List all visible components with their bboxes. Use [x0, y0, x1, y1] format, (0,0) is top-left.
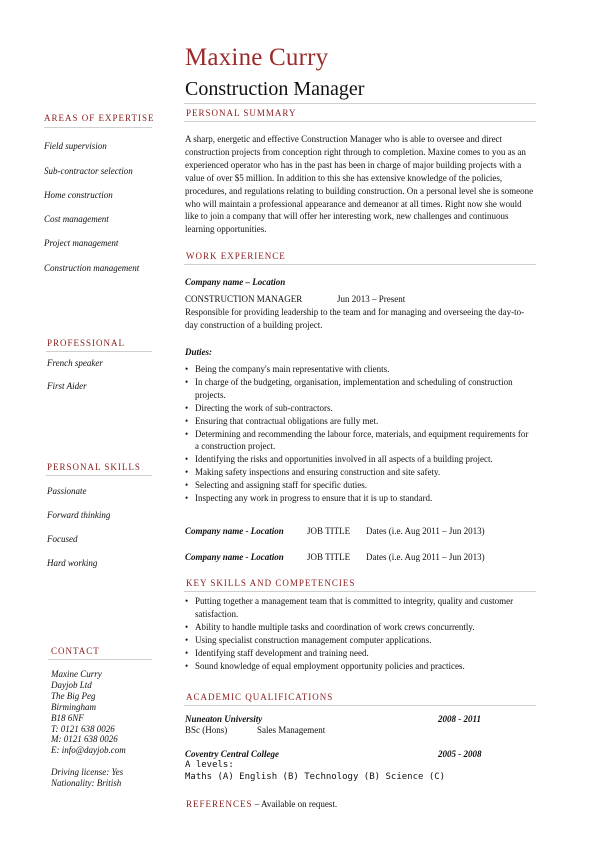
key-skills-heading: KEY SKILLS AND COMPETENCIES — [186, 578, 356, 588]
summary-heading: PERSONAL SUMMARY — [186, 108, 297, 118]
professional-item: First Aider — [47, 381, 87, 391]
company-location: Company name – Location — [185, 277, 286, 287]
a-levels-label: A levels: — [185, 760, 234, 770]
a-levels-subjects: Maths (A) English (B) Technology (B) Science (C) — [185, 772, 446, 782]
expertise-item: Home construction — [44, 190, 113, 200]
degree: BSc (Hons) — [185, 725, 228, 735]
expertise-item: Project management — [44, 238, 119, 248]
role-title: CONSTRUCTION MANAGER — [185, 294, 303, 304]
role-description: Responsible for providing leadership to the team and for managing and overseeing the day-to-day construction of a building project. — [185, 307, 525, 330]
role-line — [185, 294, 302, 304]
personal-skill: Passionate — [47, 486, 87, 496]
work-experience-heading: WORK EXPERIENCE — [186, 251, 286, 261]
contact-email: E: info@dayjob.com — [51, 745, 126, 756]
professional-item: French speaker — [47, 358, 103, 368]
duty-item: • Identifying the risks and opportunities involved in all aspects of a building project. — [185, 453, 530, 466]
contact-address: The Big Peg — [51, 690, 96, 701]
duty-item: • Being the company's main representative with clients. — [185, 363, 530, 376]
contact-name: Maxine Curry — [51, 669, 102, 679]
job-company: Company name - Location — [185, 526, 284, 536]
college-years: 2005 - 2008 — [438, 749, 482, 759]
duty-item: • In charge of the budgeting, organisation, implementation and scheduling of construction projects. — [185, 376, 530, 402]
skill-item: • Ability to handle multiple tasks and coordination of work crews concurrently. — [185, 621, 530, 634]
nationality: Nationality: British — [51, 777, 122, 788]
skill-item: • Identifying staff development and training need. — [185, 647, 530, 660]
duties-label: Duties: — [185, 347, 212, 357]
professional-heading: PROFESSIONAL — [47, 338, 126, 348]
references-line — [186, 794, 337, 812]
role-dates: Jun 2013 – Present — [337, 294, 406, 304]
degree-subject: Sales Management — [257, 725, 326, 735]
job-title-placeholder: JOB TITLE — [307, 526, 351, 536]
references-text: – Available on request. — [252, 799, 338, 809]
contact-postcode: B18 6NF — [51, 712, 84, 723]
academic-divider — [184, 705, 536, 706]
skill-item: • Sound knowledge of equal employment opportunity policies and practices. — [185, 660, 530, 673]
expertise-item: Construction management — [44, 263, 140, 273]
job-title: Construction Manager — [185, 78, 365, 100]
duty-item: • Selecting and assigning staff for specific duties. — [185, 479, 530, 492]
personal-skills-heading: PERSONAL SKILLS — [47, 462, 141, 472]
skill-item: • Using specialist construction management computer applications. — [185, 634, 530, 647]
expertise-divider — [44, 127, 152, 128]
contact-heading: CONTACT — [51, 646, 100, 656]
duty-item: • Ensuring that contractual obligations are fully met. — [185, 415, 530, 428]
expertise-item: Sub-contractor selection — [44, 166, 133, 176]
contact-details — [51, 669, 126, 756]
personal-skill: Focused — [47, 534, 78, 544]
summary-divider — [184, 121, 536, 122]
contact-divider — [48, 659, 152, 660]
professional-divider — [46, 351, 152, 352]
job-dates: Dates (i.e. Aug 2011 – Jun 2013) — [366, 526, 485, 536]
university-name: Nuneaton University — [185, 714, 263, 724]
job-company: Company name - Location — [185, 552, 284, 562]
duty-item: • Inspecting any work in progress to ensure that it is up to standard. — [185, 492, 530, 505]
personal-skill: Forward thinking — [47, 510, 111, 520]
summary-text: A sharp, energetic and effective Construction Manager who is able to oversee and direct construction projects from conception right through to completion. Maxine comes to you as an experienced operator who has in the past has been in charge of major building projects with a value of over $5 million. In addition to this she has extensive knowledge of the policies, procedures, and regulations relating to building construction. On a personal level she is someone who will maintain a professional appearance and demeanor at all times. Right now she would like to join a company that will offer her interesting work, new challenges and continuous learning opportunities. — [185, 134, 534, 235]
academic-heading: ACADEMIC QUALIFICATIONS — [186, 692, 334, 702]
duties-list — [185, 363, 530, 505]
header-divider — [184, 103, 536, 104]
contact-telephone: T: 0121 638 0026 — [51, 723, 115, 734]
personal-skills-divider — [46, 475, 152, 476]
personal-details — [51, 767, 123, 789]
duty-item: • Directing the work of sub-contractors. — [185, 402, 530, 415]
candidate-name: Maxine Curry — [185, 44, 329, 71]
key-skills-list — [185, 595, 530, 672]
contact-city: Birmingham — [51, 701, 96, 712]
contact-company: Dayjob Ltd — [51, 679, 92, 690]
skill-item: • Putting together a management team that is committed to integrity, quality and customer satisfaction. — [185, 595, 530, 621]
driving-license: Driving license: Yes — [51, 767, 124, 777]
university-years: 2008 - 2011 — [438, 714, 482, 724]
personal-skill: Hard working — [47, 558, 98, 568]
job-dates: Dates (i.e. Aug 2011 – Jun 2013) — [366, 552, 485, 562]
expertise-item: Field supervision — [44, 141, 107, 151]
references-heading: REFERENCES — [186, 799, 253, 809]
college-name: Coventry Central College — [185, 749, 279, 759]
duty-item: • Determining and recommending the labour force, materials, and equipment requirements for a construction project. — [185, 428, 530, 454]
work-experience-divider — [184, 264, 536, 265]
job-title-placeholder: JOB TITLE — [307, 552, 351, 562]
duty-item: • Making safety inspections and ensuring construction and site safety. — [185, 466, 530, 479]
expertise-heading: AREAS OF EXPERTISE — [44, 113, 155, 123]
expertise-item: Cost management — [44, 214, 109, 224]
contact-mobile: M: 0121 638 0026 — [51, 734, 118, 745]
key-skills-divider — [184, 591, 536, 592]
